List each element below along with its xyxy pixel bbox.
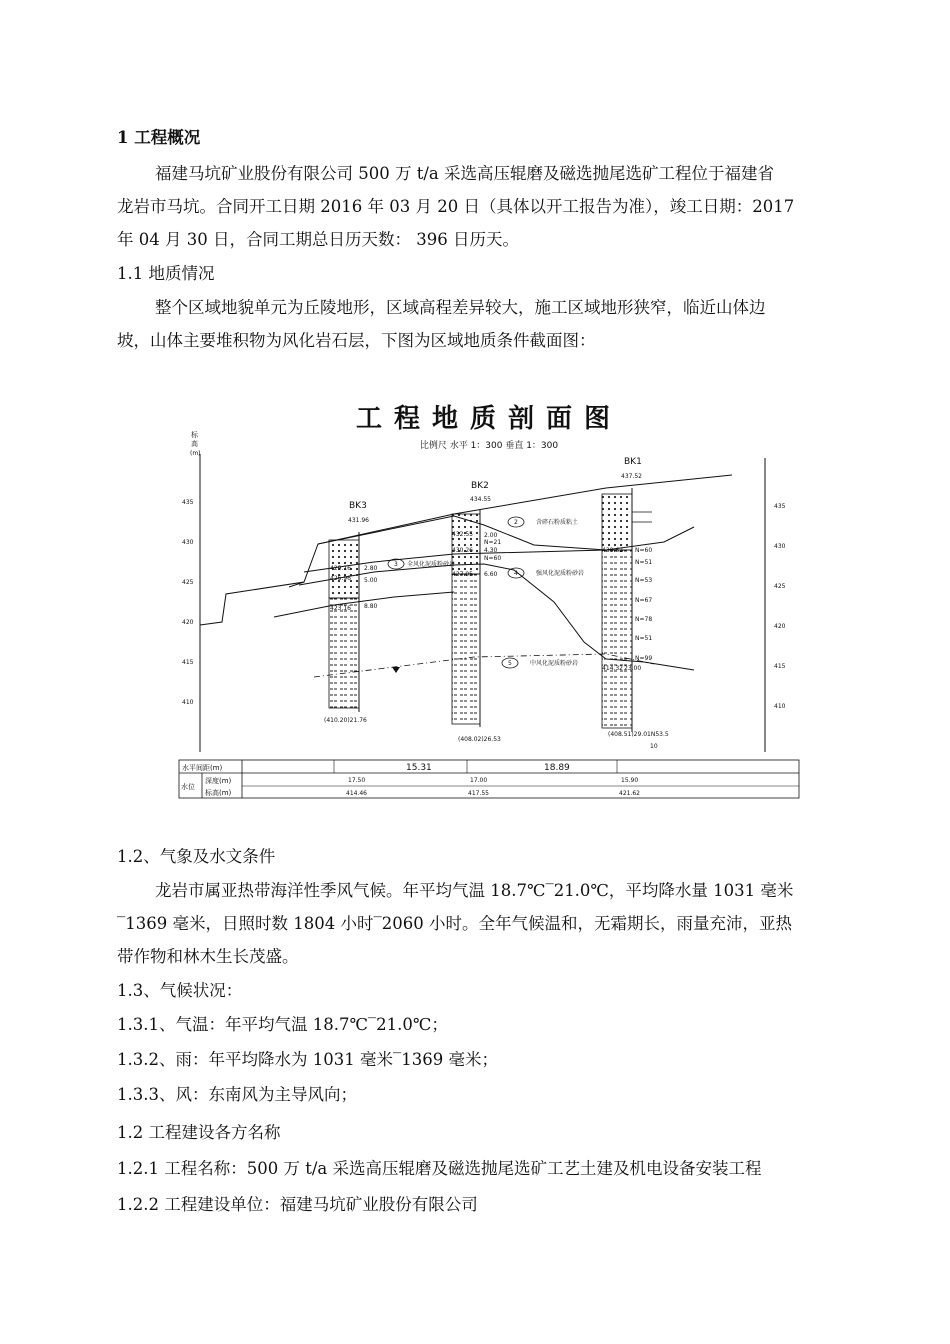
- section-1-2-para-line: ‾1369 毫米，日照时数 1804 小时‾2060 小时。全年气候温和，无霜期长，雨量充沛，亚热: [117, 914, 792, 933]
- elevation-ticks-left: [182, 499, 194, 706]
- spt-value: N=51: [635, 635, 653, 642]
- layer-label: 强风化泥质粉砂岩: [536, 570, 585, 577]
- elev-tick: 415: [182, 659, 194, 666]
- table-row-label: 水平间距(m): [182, 764, 223, 772]
- table-cell: 15.31: [406, 763, 432, 773]
- layer-label: 含碎石粉质粘土: [536, 519, 579, 526]
- borehole-level: 2.80: [364, 565, 378, 572]
- spt-value: N=78: [635, 616, 653, 623]
- table-cell: 417.55: [468, 790, 489, 797]
- table-cell: 17.50: [348, 777, 366, 784]
- section-1-2b-item: 1.2.2 工程建设单位：福建马坑矿业股份有限公司: [117, 1195, 478, 1214]
- elev-tick: 410: [774, 703, 786, 710]
- table-row-label: 深度(m): [205, 777, 232, 785]
- borehole-level: 4.30: [484, 547, 498, 554]
- figure-scale: 比例尺 水平 1：300 垂直 1：300: [419, 441, 559, 451]
- elev-tick: 435: [774, 503, 786, 510]
- figure-title: 工程地质剖面图: [355, 404, 622, 434]
- elev-tick: 435: [182, 499, 194, 506]
- section-1-2b-item: 1.2.1 工程名称：500 万 t/a 采选高压辊磨及磁选抛尾选矿工艺土建及机电设备安装工程: [117, 1159, 762, 1178]
- section-1-2-heading: 1.2、气象及水文条件: [117, 847, 276, 866]
- borehole-depth: 423.16: [330, 605, 351, 612]
- section-1-para-line: 龙岩市马坑。合同开工日期 2016 年 03 月 20 日（具体以开工报告为准），竣工日期：2017: [117, 197, 795, 216]
- elev-tick: 410: [182, 699, 194, 706]
- borehole-level: 8.80: [364, 603, 378, 610]
- elev-tick: 420: [182, 619, 194, 626]
- spt-value: N=53: [635, 577, 653, 584]
- spt-value: N=51: [635, 559, 653, 566]
- section-1-para-line: 年 04 月 30 日，合同工期总日历天数： 396 日历天。: [117, 230, 519, 249]
- y-axis-label: 标: [191, 431, 198, 439]
- borehole-bk1: [602, 457, 669, 750]
- borehole-top-elev: 434.55: [470, 496, 491, 503]
- spt-value: N=21: [484, 539, 502, 546]
- section-1-heading: 1 工程概况: [117, 128, 201, 147]
- borehole-level: 5.00: [364, 577, 378, 584]
- borehole-level: 6.60: [484, 571, 498, 578]
- borehole-depth: 414.32: [602, 665, 623, 672]
- table-cell: 17.00: [470, 777, 488, 784]
- borehole-depth: 427.95: [452, 571, 473, 578]
- section-1-3-item: 1.3.2、雨：年平均降水为 1031 毫米‾1369 毫米；: [117, 1050, 498, 1069]
- elev-tick: 425: [182, 579, 194, 586]
- borehole-depth: 429.16: [330, 565, 351, 572]
- borehole-bottom: (408.02)26.53: [458, 736, 501, 743]
- layer-label: 中风化泥质粉砂岩: [530, 660, 579, 667]
- elev-tick: 425: [774, 583, 786, 590]
- table-cell: 15.90: [621, 777, 639, 784]
- section-1-2b-heading: 1.2 工程建设各方名称: [117, 1123, 281, 1142]
- data-table: [179, 760, 799, 798]
- section-1-1-heading: 1.1 地质情况: [117, 264, 215, 283]
- layer-number: 5: [508, 660, 512, 667]
- layer-number: 3: [394, 561, 398, 568]
- elev-tick: 430: [182, 539, 194, 546]
- section-1-2-para-line: 带作物和林木生长茂盛。: [117, 947, 299, 966]
- table-row-label: 水位: [181, 783, 195, 791]
- section-1-1-para-line: 整个区域地貌单元为丘陵地形，区域高程差异较大，施工区域地形狭窄，临近山体边: [155, 298, 766, 317]
- borehole-bottom: (410.20)21.76: [324, 717, 367, 724]
- spt-value: N=60: [484, 555, 502, 562]
- water-level-marker: [392, 667, 400, 673]
- section-1-2-para-line: 龙岩市属亚热带海洋性季风气候。年平均气温 18.7℃‾21.0℃，平均降水量 1031 毫米: [155, 881, 794, 900]
- section-1-3-item: 1.3.1、气温：年平均气温 18.7℃‾21.0℃；: [117, 1015, 448, 1034]
- table-cell: 18.89: [544, 763, 570, 773]
- borehole-depth: 426.96: [330, 575, 351, 582]
- elev-tick: 415: [774, 663, 786, 670]
- section-1-3-heading: 1.3、气候状况：: [117, 981, 243, 1000]
- borehole-level: 23.00: [624, 665, 642, 672]
- geological-profile-figure: [174, 392, 804, 802]
- layer-label: 全风化泥质粉砂岩: [407, 561, 456, 568]
- borehole-extra: 10: [650, 743, 658, 750]
- spt-value: N=99: [635, 655, 653, 662]
- y-axis-label: (m): [190, 450, 201, 457]
- borehole-level: 2.00: [484, 532, 498, 539]
- y-axis-label: 高: [191, 440, 198, 448]
- borehole-name: BK3: [349, 501, 367, 511]
- borehole-bottom: (408.51)29.01N53.5: [608, 731, 669, 738]
- spt-value: N=67: [635, 597, 653, 604]
- table-cell: 414.46: [346, 790, 367, 797]
- elev-tick: 420: [774, 623, 786, 630]
- borehole-top-elev: 437.52: [621, 473, 642, 480]
- section-1-para-line: 福建马坑矿业股份有限公司 500 万 t/a 采选高压辊磨及磁选抛尾选矿工程位于福建省: [155, 164, 774, 183]
- borehole-depth: 430.26: [452, 547, 473, 554]
- elev-tick: 430: [774, 543, 786, 550]
- section-1-1-para-line: 坡，山体主要堆积物为风化岩石层，下图为区域地质条件截面图：: [117, 331, 596, 350]
- borehole-name: BK1: [624, 457, 642, 467]
- table-cell: 421.62: [619, 790, 640, 797]
- borehole-bk2: [452, 481, 501, 743]
- borehole-bk3: [324, 501, 378, 724]
- borehole-depth: 430.62: [602, 547, 623, 554]
- section-1-3-item: 1.3.3、风：东南风为主导风向；: [117, 1085, 357, 1104]
- borehole-depth: 432.55: [452, 531, 473, 538]
- profile-drawing: [174, 392, 804, 802]
- layer-number: 4: [514, 570, 518, 577]
- borehole-name: BK2: [471, 481, 489, 491]
- borehole-top-elev: 431.96: [348, 517, 369, 524]
- spt-value: N=60: [635, 547, 653, 554]
- elevation-ticks-right: [774, 503, 786, 710]
- layer-number: 2: [514, 519, 518, 526]
- table-row-label: 标高(m): [205, 789, 232, 797]
